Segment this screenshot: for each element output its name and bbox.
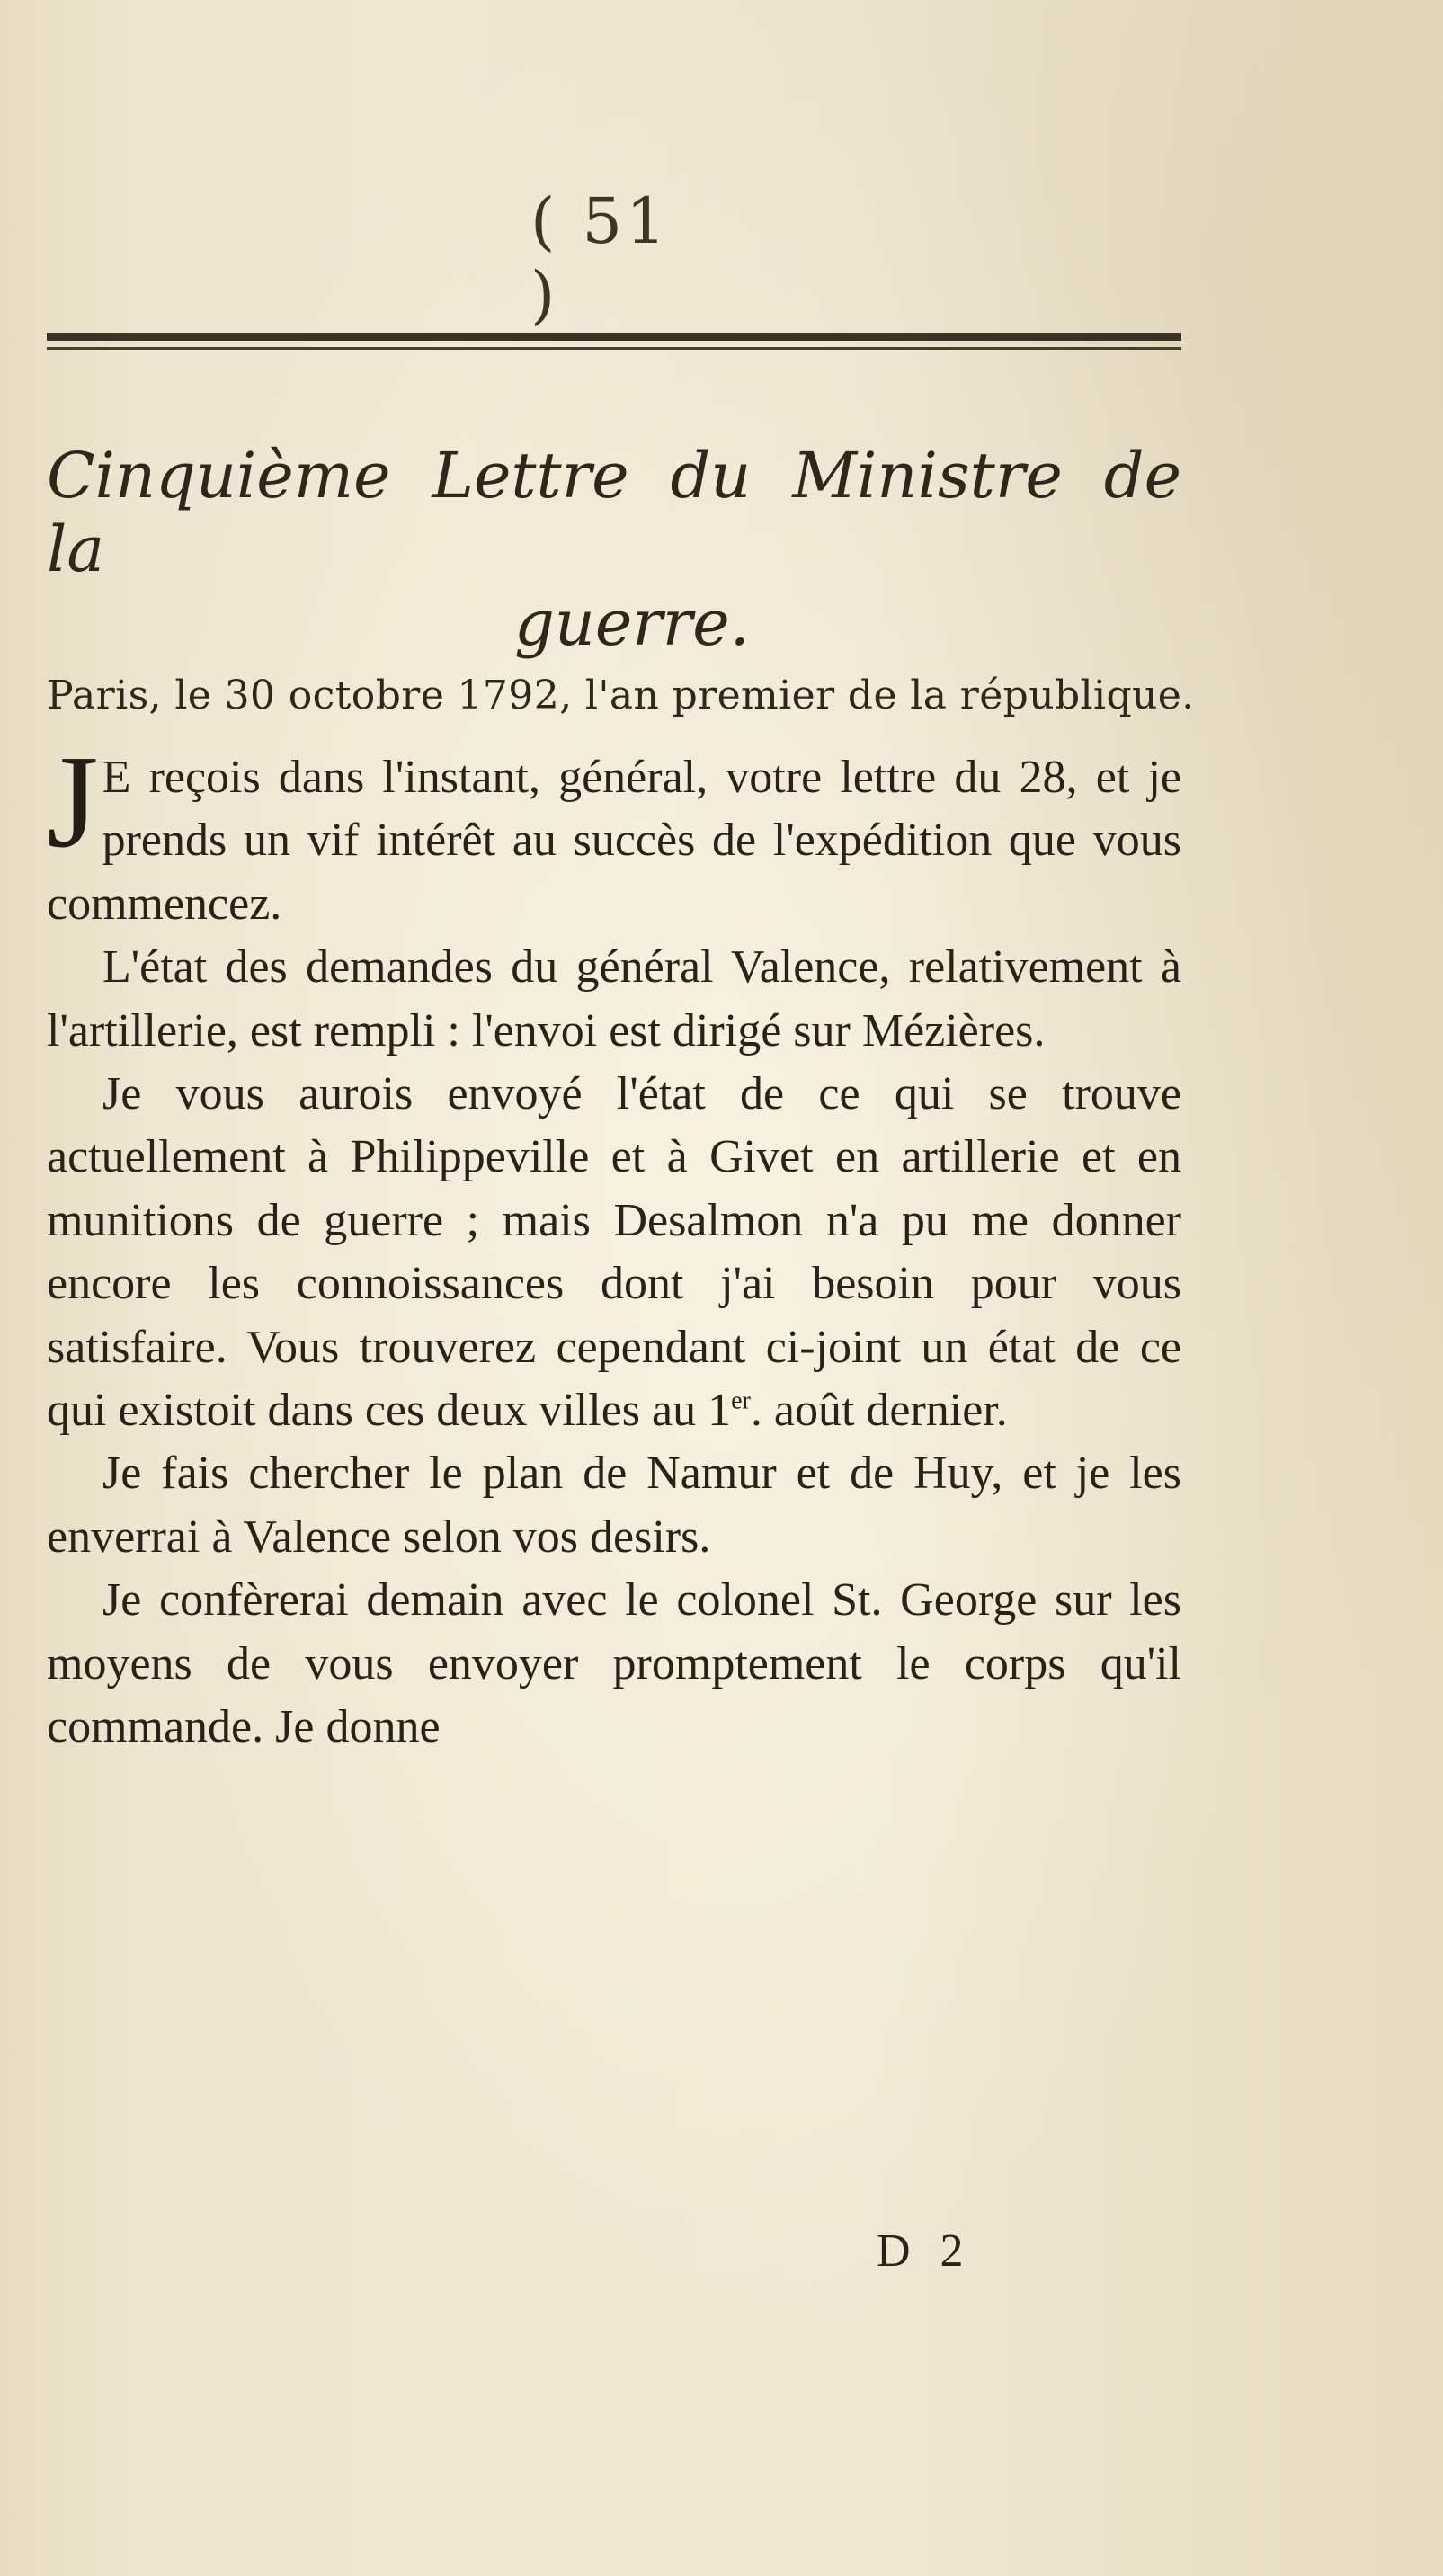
- paragraph-5: Je confèrerai demain avec le colonel St. George sur les moyens de vous envoyer promptement le corps qu'il commande. Je donne: [47, 1574, 1181, 1753]
- letter-title-line-2: guerre.: [514, 586, 750, 660]
- paragraph-3-text-before: Je vous aurois envoyé l'état de ce qui se trouve actuellement à Philippeville et à Givet en artillerie et en munitions de guerre ; mais Desalmon n'a pu me donner encore les connoissances dont j'ai besoin pour vous satisfaire. Vous trouverez cependant ci-joint un état de ce qui existoit dans ces deux villes au 1: [47, 1068, 1181, 1437]
- letter-title-line-1: Cinquième Lettre du Ministre de la: [47, 439, 1181, 586]
- ordinal-superscript: er: [731, 1386, 751, 1415]
- page-number: ( 51 ): [530, 184, 670, 332]
- paragraph-3: [47, 1063, 1181, 1442]
- signature-mark: D 2: [877, 2225, 973, 2277]
- letter-body: [47, 728, 1181, 1760]
- paragraph-1-text: E reçois dans l'instant, général, votre lettre du 28, et je prends un vif intérêt au succès de l'expédition que vous commencez.: [47, 752, 1181, 930]
- dateline: Paris, le 30 octobre 1792, l'an premier de la république.: [47, 673, 1195, 718]
- header-rule-thin: [47, 347, 1181, 350]
- header-rule-thick: [47, 333, 1181, 341]
- paragraph-1: [47, 728, 1181, 936]
- paragraph-4: Je fais chercher le plan de Namur et de Huy, et je les enverrai à Valence selon vos desirs.: [47, 1448, 1181, 1563]
- paragraph-2: L'état des demandes du général Valence, relativement à l'artillerie, est rempli : l'envoi est dirigé sur Mézières.: [47, 941, 1181, 1056]
- drop-cap: J: [47, 728, 99, 876]
- letter-title: [47, 439, 1181, 660]
- paragraph-3-text-after: . août dernier.: [750, 1385, 1008, 1437]
